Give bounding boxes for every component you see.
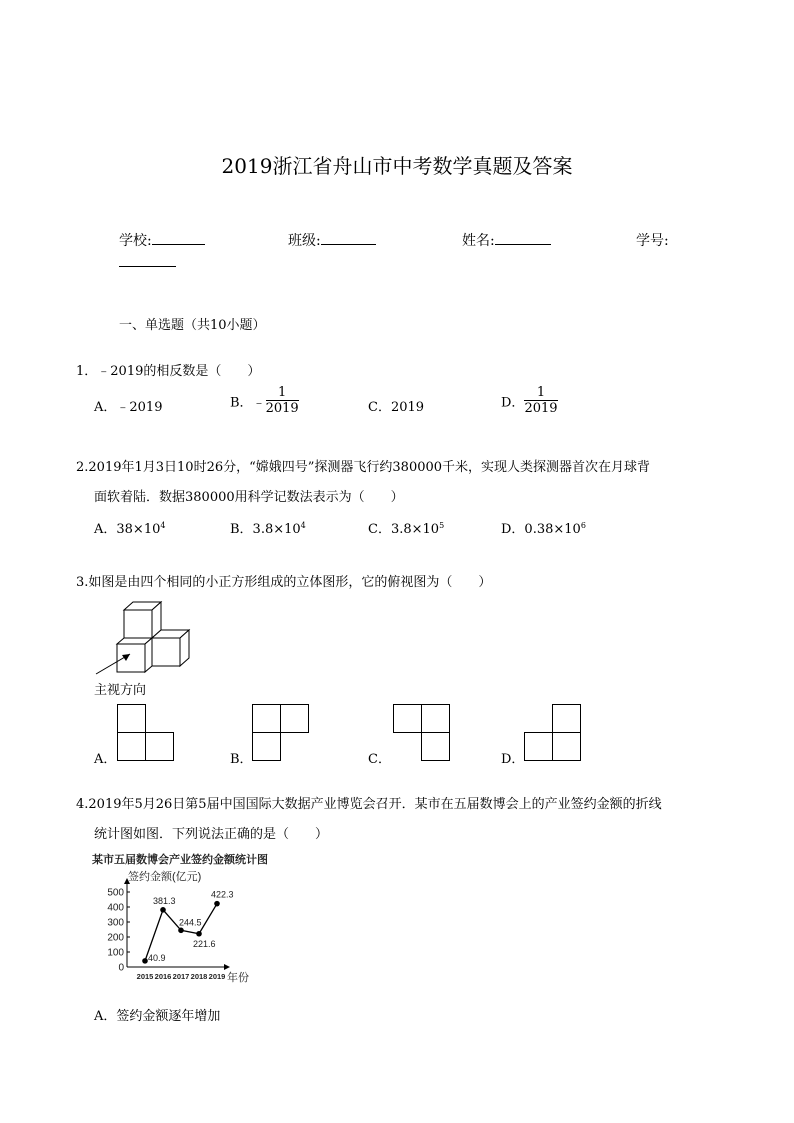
chart-y-tick-label: 500 [107,887,124,899]
q3-option-d: D． [501,752,525,767]
q2-c-exponent: 5 [439,521,445,530]
cube-top-front [124,610,152,638]
name-blank [495,230,551,245]
q1-d-numerator: 1 [536,385,546,400]
q3-option-c-figure [393,704,450,761]
q2-b-base: B．3.8×10 [230,522,301,537]
chart-xlabel: 年份 [227,972,249,984]
q1-option-d-prefix: D． [501,395,525,411]
chart-data-label: 221.6 [193,938,216,949]
q1-option-d [501,386,558,416]
q1-option-d-fraction [524,386,557,416]
q2-option-d [501,518,586,537]
q2-option-a [94,518,165,537]
q3-option-a: A． [94,752,117,767]
chart-data-point [142,958,148,964]
chart-x-axis-arrow [224,964,230,970]
class-field [288,230,376,250]
q2-option-b [230,518,306,537]
q2-stem-line2: 面软着陆．数据380000用科学记数法表示为（ ） [94,490,404,505]
chart-data-point [214,901,220,907]
q4-stem-line1: 4.2019年5月26日第5届中国国际大数据产业博览会召开．某市在五届数博会上的产业签约金额的折线 [76,797,662,812]
q3-option-c: C． [368,752,391,767]
q1-b-numerator: 1 [277,385,287,400]
q2-d-exponent: 6 [580,521,586,530]
number-field [636,230,669,250]
q3-cube-figure [90,598,200,678]
chart-data-label: 40.9 [148,952,166,963]
chart-data-point [196,931,202,937]
q2-stem-line1: 2.2019年1月3日10时26分，“嫦娥四号”探测器飞行约380000千米，实现人类探测器首次在月球背 [76,460,651,475]
q3-stem: 3.如图是由四个相同的小正方形组成的立体图形，它的俯视图为（ ） [76,575,492,590]
name-label: 姓名: [462,233,495,249]
q2-d-base: D．0.38×10 [501,522,581,537]
view-direction-label: 主视方向 [94,683,147,698]
cube-front-front [117,644,145,672]
cube-front-side [145,638,152,672]
q4-line-chart [90,850,290,990]
page-title: 2019浙江省舟山市中考数学真题及答案 [221,154,573,178]
chart-y-tick-label: 100 [107,947,124,959]
chart-y-tick-label: 400 [107,902,124,914]
q1-d-denominator: 2019 [524,401,558,416]
q2-a-base: A．38×10 [94,522,161,537]
chart-data-label: 422.3 [211,889,234,900]
q3-option-b-figure [252,704,309,761]
name-field [462,230,551,250]
school-field [119,230,205,250]
chart-data-point [178,928,184,934]
q3-option-a-figure [117,704,174,761]
chart-title: 某市五届数博会产业签约金额统计图 [92,854,268,866]
q1-option-b-prefix: B．﹣ [230,395,266,411]
q3-option-b: B． [230,752,253,767]
chart-x-tick-label: 2015 [136,972,154,981]
chart-y-tick-label: 0 [118,962,124,974]
q1-option-a: A．﹣2019 [94,400,163,415]
chart-data-label: 381.3 [153,895,176,906]
q2-b-exponent: 4 [300,521,306,530]
q1-option-c: C．2019 [368,400,425,415]
q1-stem: 1．﹣2019的相反数是（ ） [76,364,261,379]
number-label: 学号: [636,233,669,249]
chart-x-tick-label: 2018 [190,972,208,981]
school-blank [152,230,205,245]
chart-x-tick-label: 2019 [208,972,226,981]
cube-right-front [152,638,180,666]
chart-y-tick-label: 200 [107,932,124,944]
chart-y-tick-label: 300 [107,917,124,929]
q1-b-denominator: 2019 [265,401,299,416]
school-label: 学校: [119,233,152,249]
q4-option-a: A．签约金额逐年增加 [94,1009,221,1024]
chart-ylabel: 签约金额(亿元) [128,871,202,883]
chart-x-tick-label: 2016 [154,972,172,981]
chart-data-point [160,907,166,913]
number-blank [119,252,176,267]
section-heading: 一、单选题（共10小题） [119,318,266,333]
class-label: 班级: [288,233,321,249]
chart-x-tick-label: 2017 [172,972,190,981]
q1-option-b [230,386,299,416]
q2-c-base: C．3.8×10 [368,522,440,537]
q2-a-exponent: 4 [160,521,166,530]
q3-option-d-figure [524,704,581,761]
chart-data-label: 244.5 [179,917,202,928]
q4-stem-line2: 统计图如图．下列说法正确的是（ ） [94,827,329,842]
class-blank [321,230,376,245]
q2-option-c [368,518,444,537]
q1-option-b-fraction [266,386,299,416]
